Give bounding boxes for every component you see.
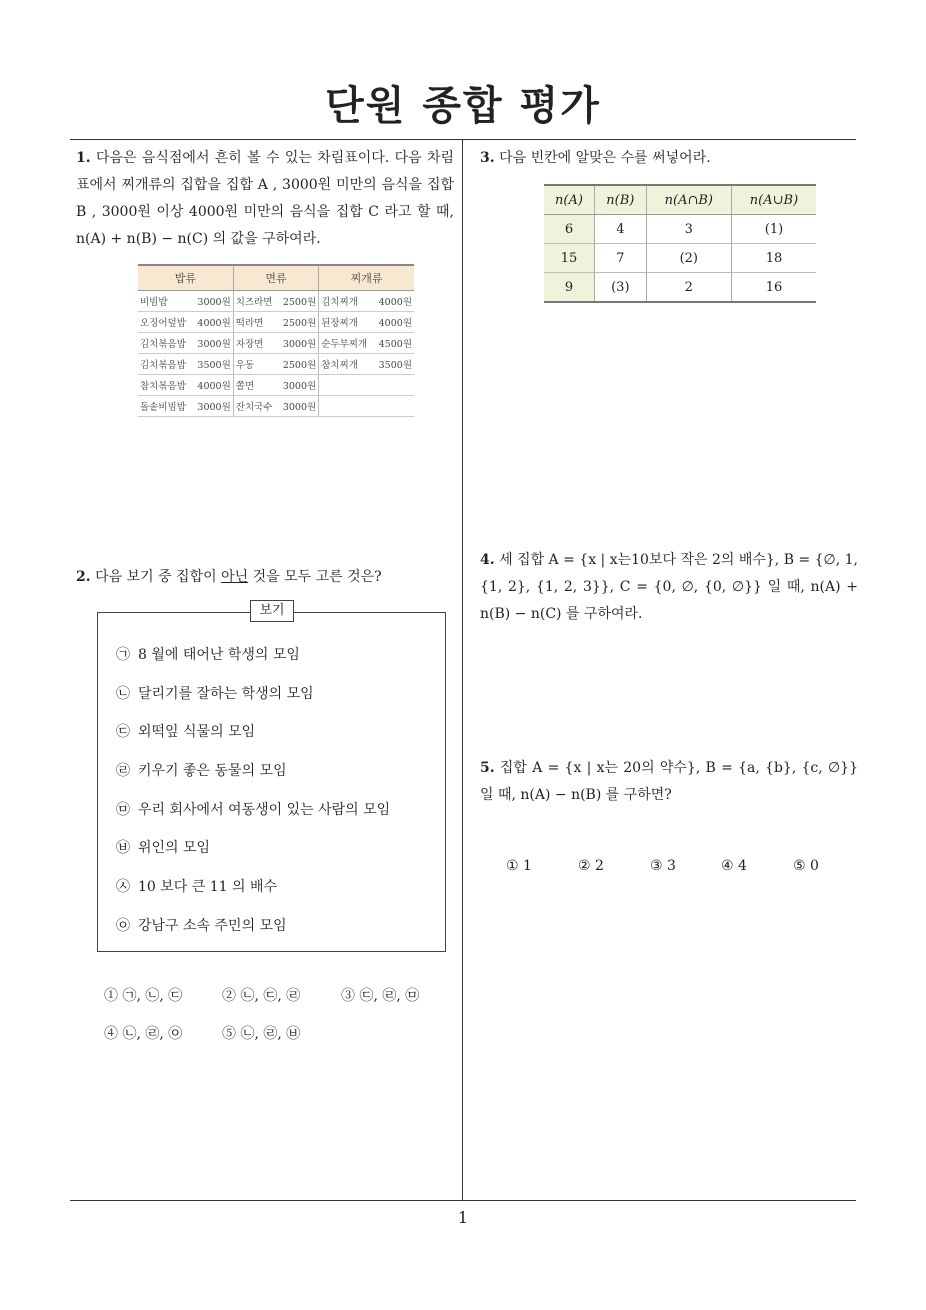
menu-item-name: 잔치국수 — [235, 402, 273, 413]
menu-item-price: 3000원 — [282, 381, 317, 392]
menu-item-price: 3000원 — [282, 402, 317, 413]
menu-item-name: 오징어덮밥 — [140, 318, 186, 329]
page-number: 1 — [457, 1208, 469, 1227]
sets-cell: 9 — [544, 273, 595, 303]
question-text-after: 것을 모두 고른 것은? — [248, 569, 382, 585]
bogi-item — [116, 760, 287, 780]
menu-item-price: 2500원 — [282, 297, 317, 308]
question-number: 3. — [480, 150, 495, 166]
question-text-underlined: 아닌 — [221, 569, 249, 585]
sets-row — [544, 244, 816, 273]
bottom-rule — [70, 1200, 856, 1201]
item-text: 위인의 모임 — [138, 840, 211, 856]
sets-table — [544, 184, 816, 303]
question-text-before: 다음 보기 중 집합이 — [95, 569, 222, 585]
menu-item-name: 돌솥비빔밥 — [140, 402, 186, 413]
menu-item-price: 4000원 — [378, 297, 412, 308]
sets-cell: 15 — [544, 244, 595, 273]
menu-cell — [138, 333, 233, 354]
item-marker: ㉧ — [116, 918, 130, 934]
menu-item-price: 4000원 — [197, 381, 231, 392]
question-text: 집합 A = {x | x는 20의 약수}, B = {a, {b}, {c, ∅}} 일 때, n(A) − n(B) 를 구하면? — [480, 760, 858, 803]
menu-header: 밥류 — [138, 265, 233, 291]
menu-header: 면류 — [233, 265, 318, 291]
bogi-item — [116, 876, 277, 896]
sets-header-row — [544, 185, 816, 215]
item-marker: ㉠ — [116, 647, 130, 663]
menu-cell — [319, 291, 414, 312]
question-3 — [480, 145, 858, 172]
question-text: 세 집합 A = {x | x는10보다 작은 2의 배수}, B = {∅, 1, {1, 2}, {1, 2, 3}}, C = {0, ∅, {0, ∅}} 일 때, n(A) + n(B) − n(C) 를 구하여라. — [480, 552, 858, 622]
sets-body — [544, 215, 816, 303]
menu-cell — [138, 375, 233, 396]
question-text: 다음은 음식점에서 흔히 볼 수 있는 차림표이다. 다음 차림표에서 찌개류의 집합을 집합 A , 3000원 미만의 음식을 집합 B , 3000원 이상 4000원 미만의 음식을 집합 C 라고 할 때, n(A) + n(B) − n(C) 의 값을 구하여라. — [76, 150, 454, 247]
item-text: 강남구 소속 주민의 모임 — [138, 918, 287, 934]
choice-4[interactable]: ④ ㉡, ㉣, ㉧ — [104, 1026, 183, 1042]
choice-5[interactable]: ⑤ ㉡, ㉣, ㉥ — [222, 1026, 301, 1042]
menu-cell — [233, 291, 318, 312]
menu-item-name: 참치찌개 — [321, 360, 358, 371]
choice-3[interactable]: ③ ㉢, ㉣, ㉤ — [341, 988, 420, 1004]
menu-row — [138, 291, 414, 312]
menu-row — [138, 354, 414, 375]
menu-cell — [138, 291, 233, 312]
menu-cell — [233, 396, 318, 417]
menu-item-name: 김치볶음밥 — [140, 360, 186, 371]
column-divider — [462, 139, 463, 1200]
menu-item-name: 떡라면 — [235, 318, 264, 329]
menu-item-name: 치즈라면 — [235, 297, 273, 308]
menu-item-name: 우동 — [235, 360, 255, 371]
menu-header-row — [138, 265, 414, 291]
menu-item-price: 4000원 — [197, 318, 231, 329]
question-1 — [76, 145, 454, 253]
choice-3[interactable]: ③ 3 — [650, 858, 676, 874]
menu-item-name: 비빔밥 — [140, 297, 168, 308]
menu-cell — [319, 333, 414, 354]
sets-header: n(A∪B) — [731, 185, 816, 215]
question-number: 4. — [480, 552, 495, 568]
menu-row — [138, 375, 414, 396]
sets-cell: 16 — [731, 273, 816, 303]
item-marker: ㉤ — [116, 802, 130, 818]
question-text: 다음 빈칸에 알맞은 수를 써넣어라. — [499, 150, 711, 166]
menu-row — [138, 396, 414, 417]
menu-body — [138, 291, 414, 417]
item-marker: ㉢ — [116, 724, 130, 740]
sets-row — [544, 215, 816, 244]
question-4 — [480, 547, 858, 628]
sets-cell: (2) — [646, 244, 731, 273]
menu-item-name: 참치볶음밥 — [140, 381, 186, 392]
bogi-item — [116, 683, 314, 703]
item-text: 우리 회사에서 여동생이 있는 사람의 모임 — [138, 802, 391, 818]
menu-item-price: 2500원 — [282, 318, 317, 329]
sets-header: n(A) — [544, 185, 595, 215]
bogi-item — [116, 799, 390, 819]
choice-1[interactable]: ① 1 — [506, 858, 532, 874]
menu-cell — [319, 312, 414, 333]
sets-cell: 7 — [595, 244, 647, 273]
bogi-item — [116, 721, 255, 741]
sets-cell: 3 — [646, 215, 731, 244]
choice-2[interactable]: ② 2 — [578, 858, 604, 874]
item-text: 외떡잎 식물의 모임 — [138, 724, 256, 740]
bogi-item — [116, 644, 300, 664]
bogi-item — [116, 915, 287, 935]
item-text: 달리기를 잘하는 학생의 모임 — [138, 686, 314, 702]
bogi-label: 보기 — [250, 600, 294, 622]
menu-cell — [319, 375, 414, 396]
sets-cell: 4 — [595, 215, 647, 244]
menu-cell — [138, 312, 233, 333]
menu-cell — [233, 333, 318, 354]
menu-item-price: 4000원 — [378, 318, 412, 329]
menu-cell — [138, 396, 233, 417]
menu-cell — [233, 354, 318, 375]
choice-5[interactable]: ⑤ 0 — [793, 858, 819, 874]
question-2 — [76, 564, 454, 591]
question-number: 5. — [480, 760, 495, 776]
top-rule — [70, 139, 856, 140]
menu-table — [138, 264, 414, 417]
sets-cell: (1) — [731, 215, 816, 244]
menu-row — [138, 312, 414, 333]
menu-cell — [233, 312, 318, 333]
question-number: 1. — [76, 150, 91, 166]
menu-item-name: 쫄면 — [235, 381, 255, 392]
menu-cell — [319, 396, 414, 417]
menu-item-price: 3000원 — [197, 297, 231, 308]
sets-header: n(B) — [595, 185, 647, 215]
item-marker: ㉥ — [116, 840, 130, 856]
menu-item-price: 3000원 — [197, 339, 231, 350]
menu-cell — [138, 354, 233, 375]
menu-item-price: 3000원 — [197, 402, 231, 413]
item-text: 8 월에 태어난 학생의 모임 — [138, 647, 300, 663]
page-title: 단원 종합 평가 — [325, 83, 601, 129]
sets-cell: 2 — [646, 273, 731, 303]
sets-cell: 6 — [544, 215, 595, 244]
item-marker: ㉦ — [116, 879, 130, 895]
item-marker: ㉡ — [116, 686, 130, 702]
menu-item-price: 3500원 — [378, 360, 412, 371]
item-text: 10 보다 큰 11 의 배수 — [138, 879, 278, 895]
menu-item-name: 된장찌개 — [321, 318, 358, 329]
menu-header: 찌개류 — [319, 265, 414, 291]
sets-cell: 18 — [731, 244, 816, 273]
choice-4[interactable]: ④ 4 — [721, 858, 747, 874]
menu-item-price: 3000원 — [282, 339, 317, 350]
menu-item-name: 자장면 — [235, 339, 264, 350]
sets-cell: (3) — [595, 273, 647, 303]
item-text: 키우기 좋은 동물의 모임 — [138, 763, 287, 779]
choice-2[interactable]: ② ㉡, ㉢, ㉣ — [222, 988, 301, 1004]
menu-row — [138, 333, 414, 354]
question-5 — [480, 755, 858, 809]
menu-item-name: 김치찌개 — [321, 297, 358, 308]
menu-item-price: 4500원 — [378, 339, 412, 350]
sets-header: n(A∩B) — [646, 185, 731, 215]
bogi-item — [116, 837, 210, 857]
question-number: 2. — [76, 569, 91, 585]
choice-1[interactable]: ① ㉠, ㉡, ㉢ — [104, 988, 183, 1004]
menu-cell — [319, 354, 414, 375]
menu-item-price: 2500원 — [282, 360, 317, 371]
menu-item-name: 김치볶음밥 — [140, 339, 186, 350]
sets-row — [544, 273, 816, 303]
menu-cell — [233, 375, 318, 396]
item-marker: ㉣ — [116, 763, 130, 779]
menu-item-name: 순두부찌개 — [321, 339, 368, 350]
menu-item-price: 3500원 — [197, 360, 231, 371]
